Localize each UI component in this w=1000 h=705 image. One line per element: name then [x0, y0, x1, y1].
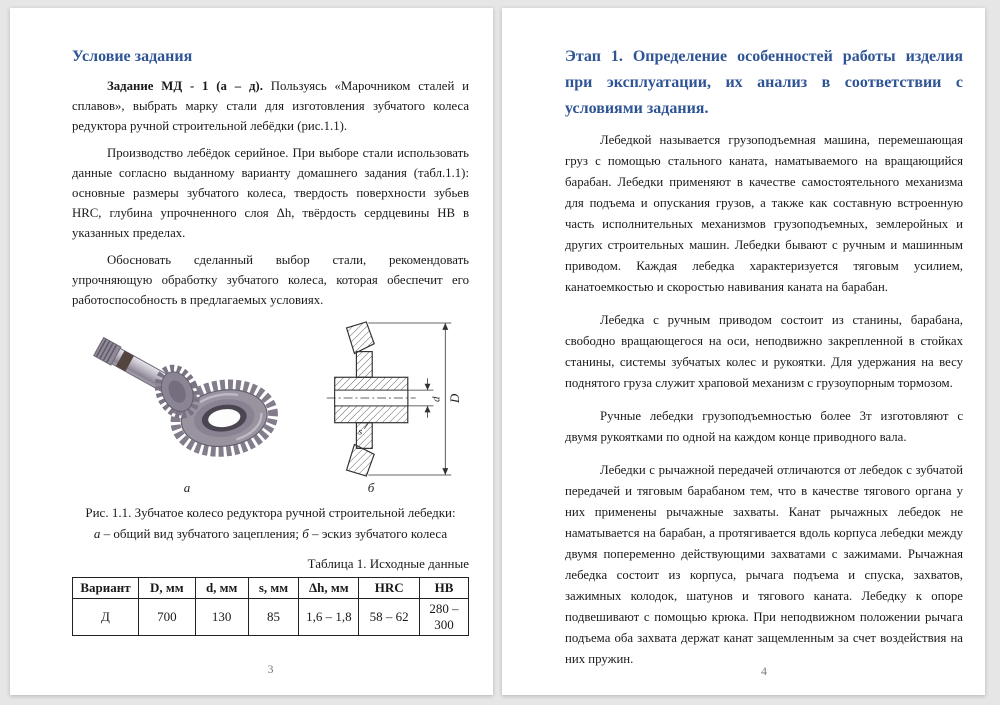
figure-1-1: [78, 320, 465, 478]
table-cell: 700: [138, 599, 195, 636]
col-header: НВ: [420, 578, 469, 599]
page-3[interactable]: [10, 8, 493, 695]
col-header: Δh, мм: [299, 578, 359, 599]
table-cell: 58 – 62: [359, 599, 420, 636]
col-header: D, мм: [138, 578, 195, 599]
dim-d-label: d: [430, 396, 443, 402]
table-cell: 130: [195, 599, 248, 636]
figure-caption-line1: Рис. 1.1. Зубчатое колесо редуктора ручной строительной лебедки:: [85, 505, 456, 520]
table-header-row: [73, 578, 469, 599]
col-header: Вариант: [73, 578, 139, 599]
table-row: [73, 599, 469, 636]
figure-sub-labels: [78, 480, 465, 496]
paragraph: [72, 76, 469, 136]
dim-s-label: s: [358, 426, 363, 438]
col-header: HRC: [359, 578, 420, 599]
table-cell: 1,6 – 1,8: [299, 599, 359, 636]
stage-1-heading: Этап 1. Определение особенностей работы изделия при эксплуатации, их анализ в соответствии с условиями задания.: [565, 48, 963, 117]
paragraph: Лебедка с ручным приводом состоит из станины, барабана, свободно вращающегося на оси, неподвижно закрепленной в стойках станины, системы зубчатых колес и рукоятки. Для удержания на весу поднятого груза служит храповой механизм с грузоупорным тормозом.: [565, 313, 963, 390]
paragraph: Производство лебёдок серийное. При выборе стали использовать данные согласно выданному варианту домашнего задания (табл.1.1): основные размеры зубчатого колеса, твердость поверхности зубьев HRC, глубина упрочненного слоя Δh, твёрдость сердцевины НВ в указанных пределах.: [72, 146, 469, 240]
paragraph: Обосновать сделанный выбор стали, рекомендовать упрочняющую обработку зубчатого колеса, которая обеспечит его работоспособность в предлагаемых условиях.: [72, 253, 469, 307]
paragraph: Лебедки с рычажной передачей отличаются от лебедок с зубчатой передачей и тяговым барабаном тем, что в качестве тягового органа у них применены рычажные захваты. Канат рычажных лебедок не наматывается на барабан, а протягивается вдоль корпуса лебедки между двумя попеременно действующими захватами с зажимами. Рычажная лебедка состоит из корпуса, рычага подъема и спуска, захватов, зажимных колодок, шатунов и тягового каната. Лебедку к опоре подвешивают с помощью крюка. При неподвижном положении рычага подъема оба захвата держат канат защемленным за счет воздействия на них пружин.: [565, 463, 963, 666]
table-cell: Д: [73, 599, 139, 636]
dim-D-label: D: [448, 393, 463, 403]
table-title: Таблица 1. Исходные данные: [307, 556, 469, 571]
col-header: d, мм: [195, 578, 248, 599]
initial-data-table: [72, 577, 469, 636]
paragraph: Лебедкой называется грузоподъемная машина, перемешающая груз с помощью стального каната, наматываемого на вращающийся барабан. Лебедки применяют в качестве самостоятельного механизма для подъема и опускания грузов, а также как составную встроенную часть исполнительных механизмов грузоподъемных, землеройных и других строительных машин. Лебедки бывают с ручным и машинным приводом. Каждая лебедка характеризуется тяговым усилием, канатоемкостью и скоростью навивания каната на барабан.: [565, 133, 963, 294]
page-number: 3: [267, 662, 274, 676]
task-label: Задание МД - 1 (а – д).: [107, 79, 263, 93]
col-header: s, мм: [248, 578, 299, 599]
table-cell: 85: [248, 599, 299, 636]
paragraph: Ручные лебедки грузоподъемностью более 3т изготовляют с двумя рукоятками по одной на каждом конце приводного вала.: [565, 409, 963, 444]
figure-label-a: а: [183, 480, 191, 495]
figure-label-b: б: [367, 480, 375, 495]
page-number: 4: [761, 664, 767, 678]
page-4[interactable]: [502, 8, 985, 695]
page-title: Условие задания: [72, 48, 193, 65]
figure-caption: [72, 502, 469, 544]
gear-photo-image: [78, 323, 296, 475]
gear-drawing-sketch: [315, 320, 465, 478]
figure-caption-line2: а – общий вид зубчатого зацепления; б – эскиз зубчатого колеса: [93, 526, 448, 541]
paragraph-text: Пользуясь «Марочником сталей и сплавов», выбрать марку стали для изготовления зубчатого колеса редуктора ручной строительной лебёдки (рис.1.1).: [72, 79, 469, 133]
table-cell: 280 – 300: [420, 599, 469, 636]
